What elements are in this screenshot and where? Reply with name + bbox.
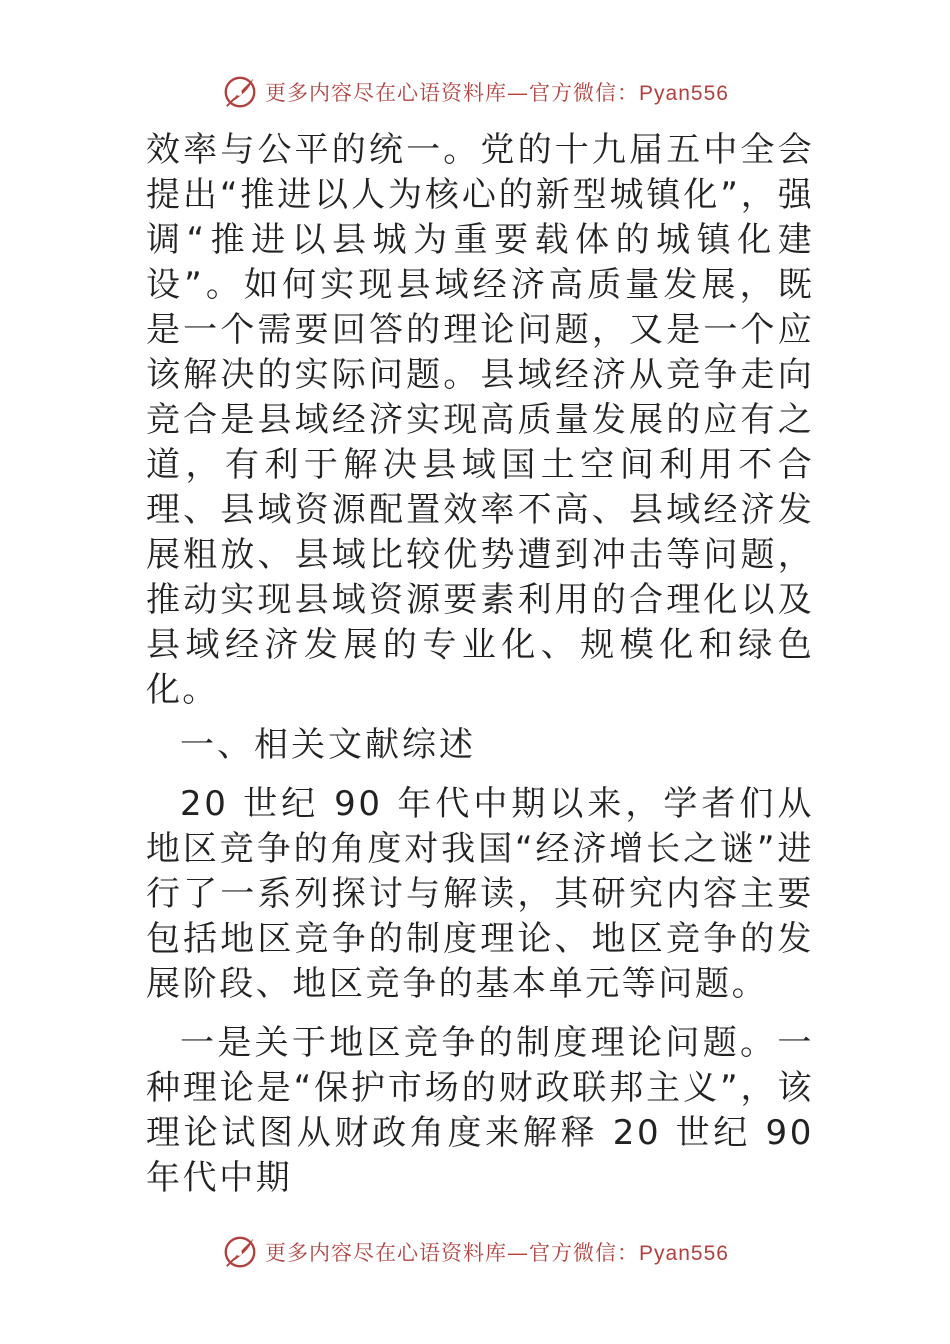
footer-wechat-id: Pyan556: [639, 1242, 729, 1265]
body-paragraph: 效率与公平的统一。党的十九届五中全会提出“推进以人为核心的新型城镇化”，强调“推进以县城为重要载体的城镇化建设”。如何实现县域经济高质量发展，既是一个需要回答的理论问题，又是一个应该解决的实际问题。县域经济从竞争走向竞合是县域经济实现高质量发展的应有之道，有利于解决县域国土空间利用不合理、县域资源配置效率不高、县域经济发展粗放、县域比较优势遭到冲击等问题，推动实现县域资源要素利用的合理化以及县域经济发展的专业化、规模化和绿色化。: [146, 130, 814, 710]
document-body: [146, 128, 814, 1201]
page-header: [0, 70, 950, 114]
page-footer: [0, 1230, 950, 1274]
header-banner: [265, 77, 729, 107]
header-brand-text: 更多内容尽在心语资料库—官方微信：: [265, 81, 640, 105]
header-wechat-id: Pyan556: [639, 82, 729, 105]
footer-banner: [265, 1237, 729, 1267]
section-heading: 一、相关文献综述: [180, 725, 476, 765]
quill-pen-logo-icon: [221, 73, 259, 111]
footer-brand-text: 更多内容尽在心语资料库—官方微信：: [265, 1241, 640, 1265]
body-paragraph: 一是关于地区竞争的制度理论问题。一种理论是“保护市场的财政联邦主义”，该理论试图从财政角度来解释 20 世纪 90 年代中期: [146, 1023, 814, 1198]
quill-pen-logo-icon: [221, 1233, 259, 1271]
body-paragraph: 20 世纪 90 年代中期以来，学者们从地区竞争的角度对我国“经济增长之谜”进行了一系列探讨与解读，其研究内容主要包括地区竞争的制度理论、地区竞争的发展阶段、地区竞争的基本单元等问题。: [146, 784, 814, 1004]
